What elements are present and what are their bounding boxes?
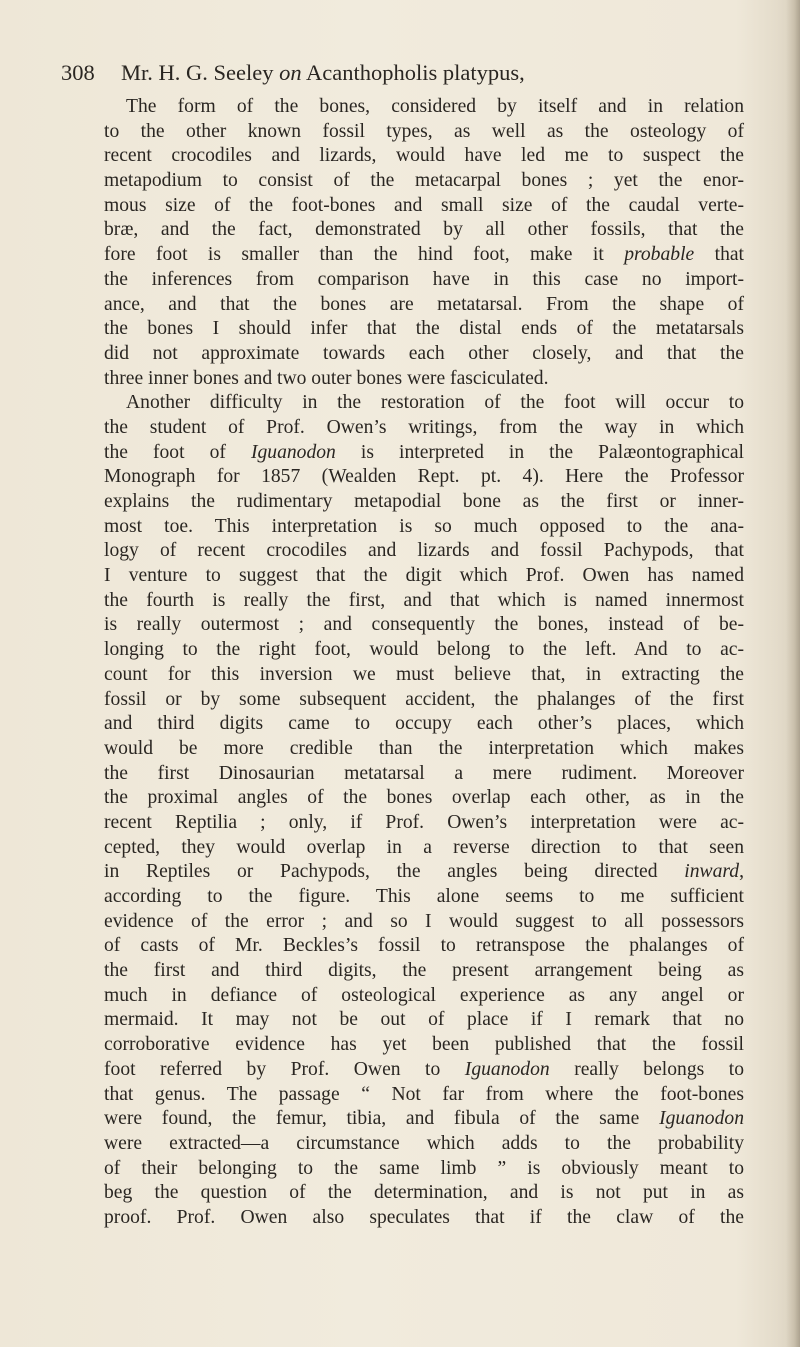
text-line: recent Reptilia ; only, if Prof. Owen’s interpretation were ac- xyxy=(104,811,744,833)
text-line: mous size of the foot-bones and small size of the caudal verte- xyxy=(104,194,744,216)
text-line: fossil or by some subsequent accident, the phalanges of the first xyxy=(104,688,744,710)
text-line: mermaid. It may not be out of place if I remark that no xyxy=(104,1009,744,1031)
text-line: explains the rudimentary metapodial bone as the first or inner- xyxy=(104,491,744,512)
text-line: fore foot is smaller than the hind foot, make it probable that xyxy=(104,244,745,266)
page-number: 308 xyxy=(61,60,95,85)
text-line: count for this inversion we must believe that, in extracting the xyxy=(104,663,744,685)
text-line: the inferences from comparison have in this case no import- xyxy=(104,268,744,290)
running-header xyxy=(61,58,741,88)
text-line: according to the figure. This alone seems to me sufficient xyxy=(104,886,744,907)
text-line: logy of recent crocodiles and lizards and fossil Pachypods, that xyxy=(104,540,744,562)
text-line: most toe. This interpretation is so much opposed to the ana- xyxy=(104,515,744,537)
text-line: foot referred by Prof. Owen to Iguanodon really belongs to xyxy=(104,1058,744,1080)
text-line: the student of Prof. Owen’s writings, from the way in which xyxy=(104,416,744,438)
text-line: Monograph for 1857 (Wealden Rept. pt. 4). Here the Professor xyxy=(104,466,744,488)
text-line: that genus. The passage “ Not far from where the foot-bones xyxy=(104,1083,744,1105)
text-line: three inner bones and two outer bones were fasciculated. xyxy=(104,367,549,389)
text-line: were found, the femur, tibia, and fibula of the same Iguanodon xyxy=(104,1108,744,1130)
running-title-suffix: Acanthopholis platypus, xyxy=(301,60,525,85)
running-title xyxy=(121,58,525,88)
text-line: cepted, they would overlap in a reverse direction to that seen xyxy=(104,836,744,858)
text-line: to the other known fossil types, as well as the osteology of xyxy=(104,120,744,142)
text-line: would be more credible than the interpretation which makes xyxy=(104,737,744,759)
text-line: and third digits came to occupy each other’s places, which xyxy=(104,713,744,735)
text-line: metapodium to consist of the metacarpal bones ; yet the enor- xyxy=(104,170,744,192)
text-line: the foot of Iguanodon is interpreted in the Palæontographical xyxy=(104,441,744,463)
text-line: recent crocodiles and lizards, would have led me to suspect the xyxy=(104,145,744,167)
running-title-on: on xyxy=(279,60,302,85)
text-line: proof. Prof. Owen also speculates that if the claw of the xyxy=(104,1206,744,1228)
page-edge-shadow xyxy=(786,0,800,1347)
text-line: I venture to suggest that the digit which Prof. Owen has named xyxy=(104,565,744,587)
text-line: the first and third digits, the present arrangement being as xyxy=(104,960,744,982)
body-text xyxy=(104,95,744,1231)
text-line: beg the question of the determination, and is not put in as xyxy=(104,1182,744,1204)
text-line: The form of the bones, considered by itself and in relation xyxy=(126,96,744,117)
text-line: Another difficulty in the restoration of the foot will occur to xyxy=(126,392,744,414)
text-line: the bones I should infer that the distal ends of the metatarsals xyxy=(104,318,744,340)
text-line: bræ, and the fact, demonstrated by all other fossils, that the xyxy=(104,219,744,241)
running-title-prefix: Mr. H. G. Seeley xyxy=(121,60,280,85)
text-line: corroborative evidence has yet been published that the fossil xyxy=(104,1034,744,1056)
text-line: the first Dinosaurian metatarsal a mere rudiment. Moreover xyxy=(104,762,744,784)
text-line: the proximal angles of the bones overlap each other, as in the xyxy=(104,787,744,809)
text-line: of their belonging to the same limb ” is obviously meant to xyxy=(104,1157,744,1179)
text-line: is really outermost ; and consequently the bones, instead of be- xyxy=(104,614,744,636)
text-line: the fourth is really the first, and that which is named innermost xyxy=(104,589,744,611)
text-line: were extracted—a circumstance which adds to the probability xyxy=(104,1132,744,1154)
text-line: evidence of the error ; and so I would suggest to all possessors xyxy=(104,910,744,932)
text-line: ance, and that the bones are metatarsal. From the shape of xyxy=(104,293,744,315)
text-line: did not approximate towards each other closely, and that the xyxy=(104,342,744,364)
text-line: in Reptiles or Pachypods, the angles being directed inward, xyxy=(104,861,744,883)
text-line: longing to the right foot, would belong to the left. And to ac- xyxy=(104,639,744,661)
text-line: of casts of Mr. Beckles’s fossil to retranspose the phalanges of xyxy=(104,935,744,957)
text-line: much in defiance of osteological experience as any angel or xyxy=(104,984,744,1006)
